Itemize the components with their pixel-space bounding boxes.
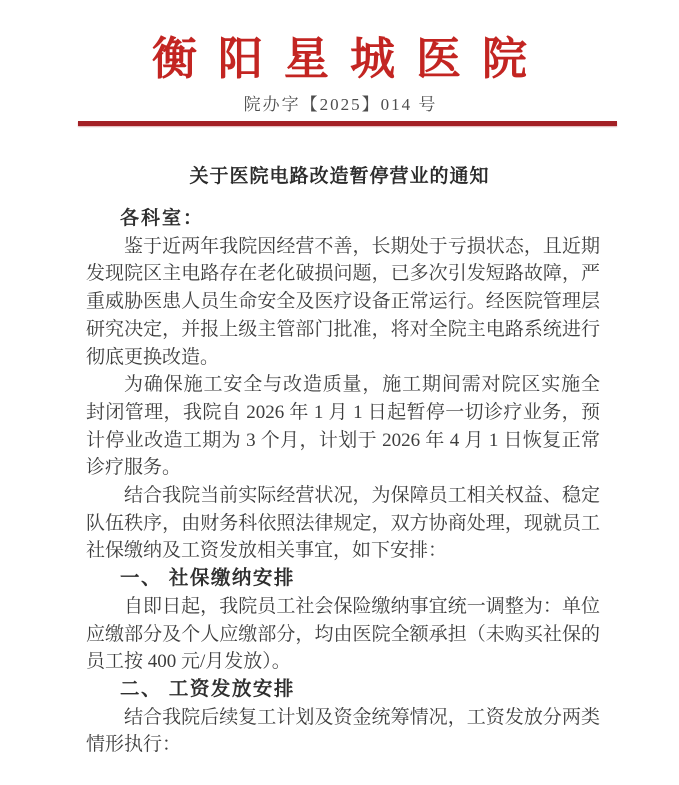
paragraph-line: 鉴于近两年我院因经营不善，长期处于亏损状态，且近期: [124, 235, 600, 257]
paragraph-line: 员工按 400 元/月发放）。: [86, 651, 291, 673]
paragraph-line: 计停业改造工期为 3 个月，计划于 2026 年 4 月 1 日恢复正常: [86, 429, 600, 451]
paragraph-line: 应缴部分及个人应缴部分，均由医院全额承担（未购买社保的: [86, 623, 600, 645]
paragraph-line: 为确保施工安全与改造质量，施工期间需对院区实施全: [124, 374, 600, 396]
paragraph-line: 社保缴纳及工资发放相关事宜，如下安排：: [86, 540, 448, 562]
paragraph-line: 队伍秩序，由财务科依照法律规定，双方协商处理，现就员工: [86, 512, 600, 534]
section-heading: 一、 社保缴纳安排: [120, 567, 295, 590]
hospital-name: 衡阳星城医院: [151, 34, 548, 84]
paragraph-line: 研究决定，并报上级主管部门批准，将对全院主电路系统进行: [86, 318, 600, 340]
paragraph-line: 发现院区主电路存在老化破损问题，已多次引发短路故障，严: [86, 263, 600, 285]
red-divider: [78, 121, 617, 126]
paragraph-line: 重威胁医患人员生命安全及医疗设备正常运行。经医院管理层: [86, 291, 600, 313]
paragraph-line: 结合我院后续复工计划及资金统筹情况，工资发放分两类: [124, 706, 600, 728]
paragraph-line: 封闭管理，我院自 2026 年 1 月 1 日起暂停一切诊疗业务，预: [86, 401, 600, 423]
paragraph-line: 结合我院当前实际经营状况，为保障员工相关权益、稳定: [124, 485, 600, 507]
paragraph-line: 情形执行：: [86, 734, 182, 756]
paragraph-line: 诊疗服务。: [86, 457, 182, 479]
salutation: 各科室：: [120, 208, 205, 229]
notice-body: [86, 205, 600, 759]
paragraph-line: 彻底更换改造。: [86, 346, 220, 368]
section-heading: 二、 工资发放安排: [120, 677, 295, 700]
paragraph-line: 自即日起，我院员工社会保险缴纳事宜统一调整为：单位: [124, 595, 600, 617]
document-number: 院办字【2025】014 号: [243, 95, 438, 114]
notice-title: 关于医院电路改造暂停营业的通知: [189, 166, 490, 187]
